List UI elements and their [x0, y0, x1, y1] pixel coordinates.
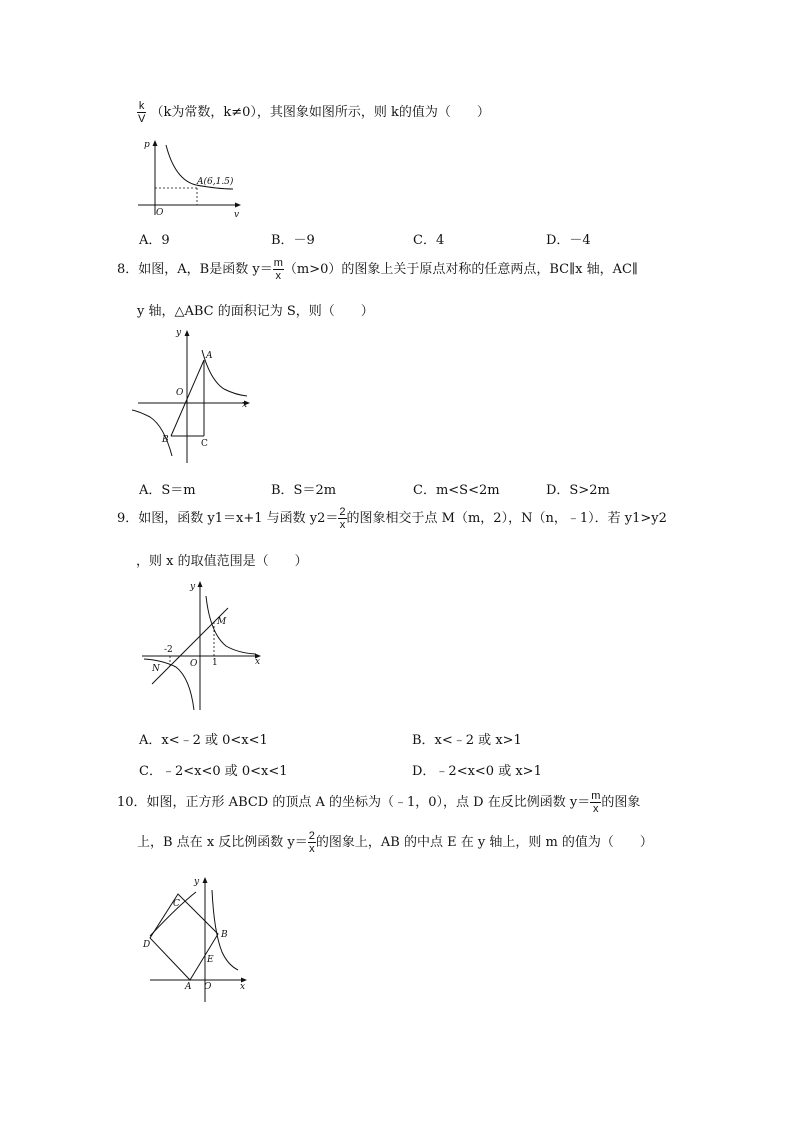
q10-stem-line2: 上，B 点在 x 反比例函数 y＝ $\frac{2}{x}$ 的图象上，AB 的中点 E 在 y 轴上，则 m 的值为（ ） [137, 830, 653, 855]
q7-stem-text: （k为常数，k≠0），其图象如图所示，则 k的值为（ ） [150, 105, 490, 120]
point-a-label: A [185, 982, 192, 992]
q10-fraction-2: $\frac{2}{x}$ [308, 830, 315, 855]
q9-graph [138, 578, 268, 713]
axis-label-x: x [240, 982, 246, 992]
point-c-label: C [201, 439, 208, 449]
origin-label: O [156, 208, 164, 218]
axis-label-p: p [144, 140, 150, 150]
origin-label: O [190, 659, 198, 669]
q10-fraction-m: $\frac{m}{x}$ [591, 790, 601, 815]
origin-label: O [204, 982, 212, 992]
axis-label-y: y [194, 877, 200, 887]
point-a-label: A(6,1.5) [197, 177, 234, 187]
q9-option-d[interactable]: D．﹣2<x<0 或 x>1 [412, 764, 542, 779]
fraction-numerator: k [138, 100, 145, 112]
axis-label-x: x [242, 400, 248, 410]
fraction-denominator: V [138, 113, 146, 125]
point-m-label: M [217, 617, 227, 627]
point-c-label: C [173, 899, 180, 909]
q8-graph [132, 325, 257, 470]
origin-label: O [176, 388, 184, 398]
q8-option-b[interactable]: B．S＝2m [271, 483, 337, 498]
q8-fraction: $\frac{m}{x}$ [273, 257, 283, 282]
q7-graph [133, 135, 253, 221]
q8-stem-line1: 8．如图，A，B是函数 y＝ $\frac{m}{x}$ （m>0）的图象上关于原点对称的任意两点，BC∥x 轴，AC∥ [117, 257, 638, 282]
q10-stem-line1: 10．如图，正方形 ABCD 的顶点 A 的坐标为（﹣1，0），点 D 在反比例函数 y＝ $\frac{m}{x}$ 的图象 [117, 790, 641, 815]
point-b-label: B [162, 435, 169, 445]
q7-option-a[interactable]: A．9 [139, 233, 170, 248]
q9-option-b[interactable]: B．x<﹣2 或 x>1 [412, 733, 522, 748]
q7-option-c[interactable]: C．4 [413, 233, 445, 248]
point-d-label: D [143, 940, 151, 950]
point-e-label: E [207, 955, 214, 965]
tick-neg2: -2 [164, 645, 173, 655]
axis-label-x: x [255, 657, 261, 667]
q9-option-a[interactable]: A．x<﹣2 或 0<x<1 [139, 733, 268, 748]
point-b-label: B [221, 930, 228, 940]
q7-option-b[interactable]: B．－9 [271, 233, 315, 248]
q9-stem-line1: 9．如图，函数 y1＝x+1 与函数 y2＝ $\frac{2}{x}$ 的图象相交于点 M（m，2），N（n，﹣1）．若 y1>y2 [117, 506, 667, 531]
q7-option-d[interactable]: D．－4 [546, 233, 591, 248]
q8-option-d[interactable]: D．S>2m [546, 483, 610, 498]
axis-label-y: y [190, 582, 196, 592]
q7-stem [137, 100, 490, 125]
q8-option-c[interactable]: C．m<S<2m [413, 483, 500, 498]
q9-stem-line2: ，则 x 的取值范围是（ ） [136, 554, 308, 569]
q8-stem-line2: y 轴，△ABC 的面积记为 S，则（ ） [137, 304, 374, 319]
q8-option-a[interactable]: A．S＝m [139, 483, 196, 498]
q9-fraction: $\frac{2}{x}$ [339, 506, 346, 531]
axis-label-v: v [234, 210, 240, 220]
q7-fraction [137, 100, 146, 125]
point-n-label: N [152, 664, 160, 674]
q9-option-c[interactable]: C．﹣2<x<0 或 0<x<1 [139, 764, 288, 779]
axis-label-y: y [176, 328, 182, 338]
tick-1: 1 [212, 658, 218, 668]
q10-graph [138, 872, 258, 1007]
point-a-label: A [206, 351, 213, 361]
